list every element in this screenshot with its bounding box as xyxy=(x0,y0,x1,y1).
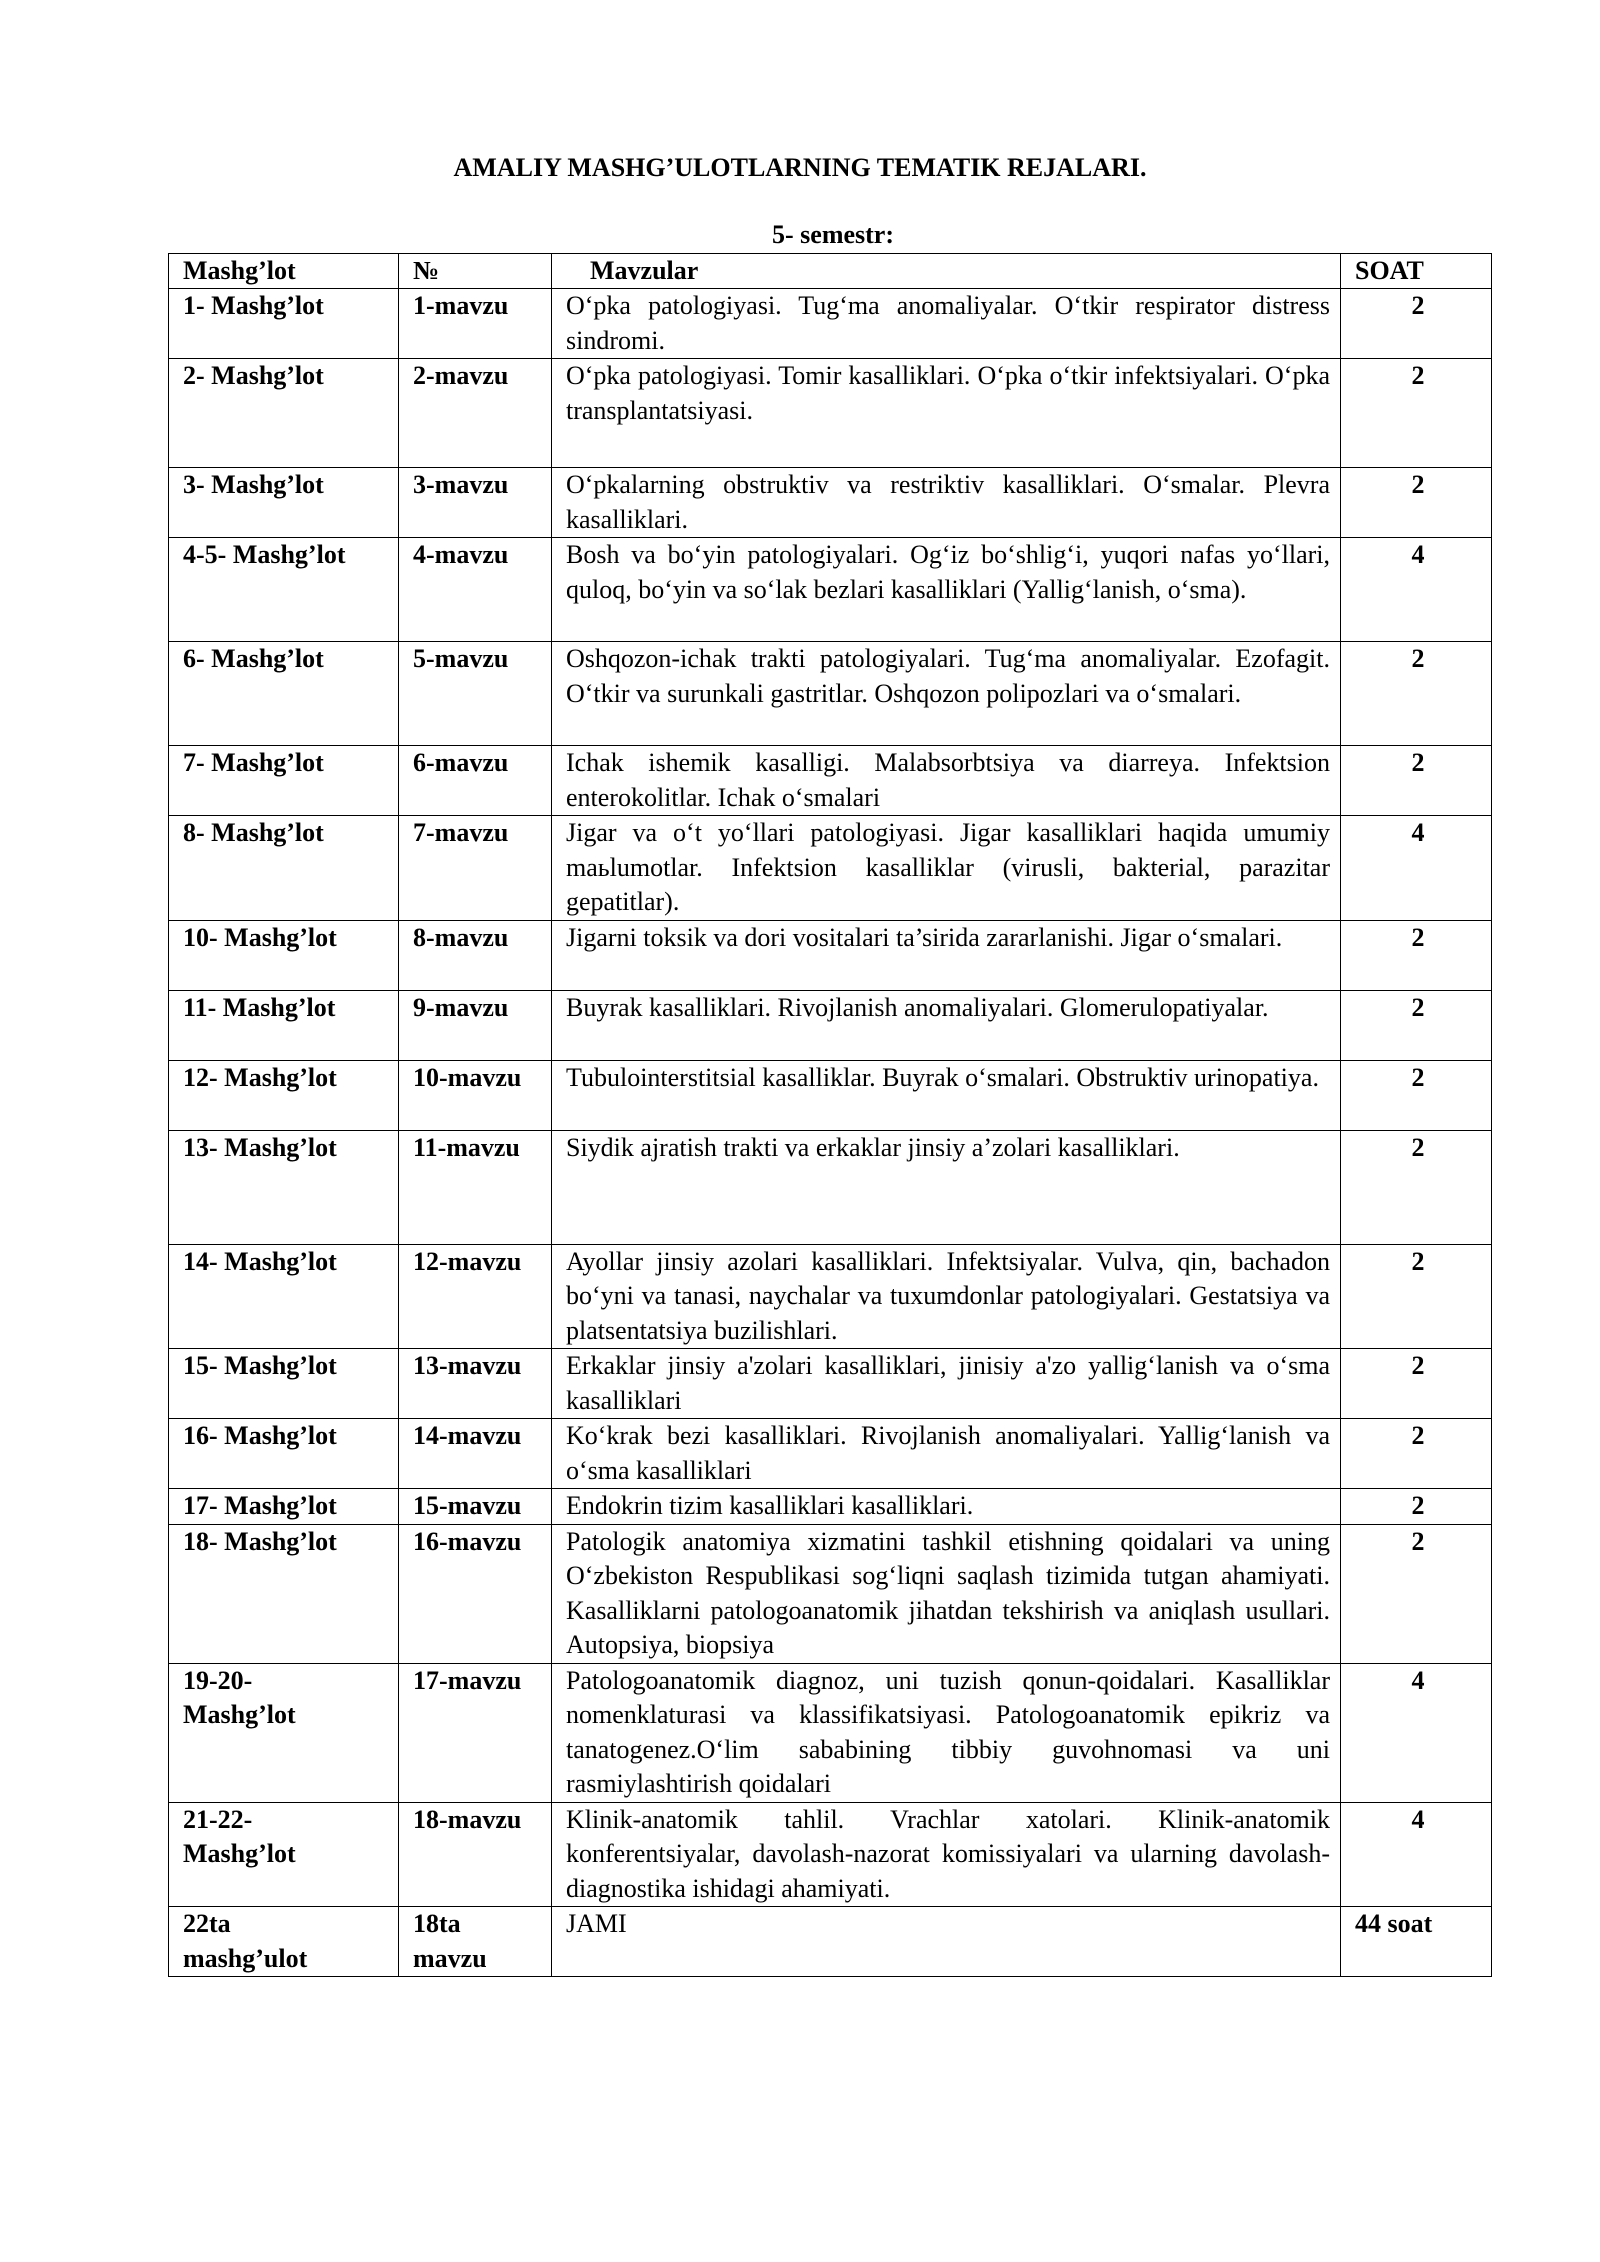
hours-cell: 2 xyxy=(1341,468,1492,538)
theme-cell: Tubulointerstitsial kasalliklar. Buyrak o‘smalari. Obstruktiv urinopatiya. xyxy=(552,1060,1341,1130)
hours-cell: 2 xyxy=(1341,642,1492,746)
theme-cell: Patologik anatomiya xizmatini tashkil etishning qoidalari va uning O‘zbekiston Respublikasi sog‘liqni saqlash tizimida tutgan ahamiyati. Kasalliklarni patologoanatomik jihatdan tekshirish va aniqlash usullari. Autopsiya, biopsiya xyxy=(552,1524,1341,1663)
theme-cell: Erkaklar jinsiy a'zolari kasalliklari, jinisiy a'zo yallig‘lanish va o‘sma kasalliklari xyxy=(552,1349,1341,1419)
table-row xyxy=(169,1489,1492,1525)
lesson-cell: 1- Mashg’lot xyxy=(169,289,399,359)
total-label-cell: JAMI xyxy=(552,1907,1341,1977)
table-row xyxy=(169,1419,1492,1489)
topic-number-cell: 14-mavzu xyxy=(399,1419,552,1489)
topic-number-cell: 15-mavzu xyxy=(399,1489,552,1525)
total-lessons-cell xyxy=(169,1907,399,1977)
header-row xyxy=(169,254,1492,289)
lesson-cell: 18- Mashg’lot xyxy=(169,1524,399,1663)
lesson-cell: 6- Mashg’lot xyxy=(169,642,399,746)
theme-cell: Siydik ajratish trakti va erkaklar jinsiy a’zolari kasalliklari. xyxy=(552,1130,1341,1244)
lesson-cell xyxy=(169,1802,399,1907)
lesson-cell: 10- Mashg’lot xyxy=(169,920,399,990)
table-row xyxy=(169,1130,1492,1244)
header-topics: Mavzular xyxy=(552,254,1341,289)
total-topics-cell xyxy=(399,1907,552,1977)
hours-cell: 2 xyxy=(1341,1489,1492,1525)
table-row xyxy=(169,1663,1492,1802)
table-row xyxy=(169,990,1492,1060)
lesson-cell: 2- Mashg’lot xyxy=(169,359,399,468)
topic-number-cell: 9-mavzu xyxy=(399,990,552,1060)
lesson-line: 21-22- xyxy=(183,1804,253,1834)
total-lessons-line: 22ta xyxy=(183,1909,231,1938)
semester-heading: 5- semestr: xyxy=(772,220,894,249)
topic-number-cell: 18-mavzu xyxy=(399,1802,552,1907)
hours-cell: 2 xyxy=(1341,1060,1492,1130)
table-row xyxy=(169,642,1492,746)
theme-cell: Klinik-anatomik tahlil. Vrachlar xatolari. Klinik-anatomik konferentsiyalar, davolash-nazorat komissiyalari va ularning davolash- diagnostika ishidagi ahamiyati. xyxy=(552,1802,1341,1907)
hours-cell: 4 xyxy=(1341,816,1492,921)
lesson-line: Mashg’lot xyxy=(183,1839,296,1868)
topic-number-cell: 11-mavzu xyxy=(399,1130,552,1244)
hours-cell: 2 xyxy=(1341,1524,1492,1663)
hours-cell: 4 xyxy=(1341,1802,1492,1907)
topic-number-cell: 7-mavzu xyxy=(399,816,552,921)
hours-cell: 2 xyxy=(1341,990,1492,1060)
total-topics-line: mavzu xyxy=(413,1943,487,1973)
hours-cell: 2 xyxy=(1341,1130,1492,1244)
total-hours-cell: 44 soat xyxy=(1341,1907,1492,1977)
header-lesson: Mashg’lot xyxy=(169,254,399,289)
theme-cell: Ko‘krak bezi kasalliklari. Rivojlanish anomaliyalari. Yallig‘lanish va o‘sma kasalliklari xyxy=(552,1419,1341,1489)
table-body xyxy=(169,289,1492,1977)
hours-cell: 2 xyxy=(1341,920,1492,990)
hours-cell: 2 xyxy=(1341,359,1492,468)
lesson-cell: 15- Mashg’lot xyxy=(169,1349,399,1419)
topic-number-cell: 8-mavzu xyxy=(399,920,552,990)
topic-number-cell: 6-mavzu xyxy=(399,746,552,816)
lesson-line: Mashg’lot xyxy=(183,1700,296,1729)
total-lessons-line: mashg’ulot xyxy=(183,1943,308,1973)
topic-number-cell: 1-mavzu xyxy=(399,289,552,359)
topic-number-cell: 4-mavzu xyxy=(399,538,552,642)
topic-number-cell: 10-mavzu xyxy=(399,1060,552,1130)
table-row xyxy=(169,468,1492,538)
table-row xyxy=(169,920,1492,990)
header-hours: SOAT xyxy=(1341,254,1492,289)
thematic-plan-table xyxy=(168,253,1492,1977)
theme-cell: O‘pkalarning obstruktiv va restriktiv kasalliklari. O‘smalar. Plevra kasalliklari. xyxy=(552,468,1341,538)
lesson-cell: 4-5- Mashg’lot xyxy=(169,538,399,642)
topic-number-cell: 13-mavzu xyxy=(399,1349,552,1419)
theme-cell: Ayollar jinsiy azolari kasalliklari. Infektsiyalar. Vulva, qin, bachadon bo‘yni va tanasi, naychalar va tuxumdonlar patologiyalari. Gestatsiya va platsentatsiya buzilishlari. xyxy=(552,1244,1341,1349)
hours-cell: 4 xyxy=(1341,538,1492,642)
table-row xyxy=(169,816,1492,921)
topic-number-cell: 2-mavzu xyxy=(399,359,552,468)
theme-cell: Bosh va bo‘yin patologiyalari. Og‘iz bo‘shlig‘i, yuqori nafas yo‘llari, quloq, bo‘yin va so‘lak bezlari kasalliklari (Yallig‘lanish, o‘sma). xyxy=(552,538,1341,642)
table-row xyxy=(169,538,1492,642)
topic-number-cell: 17-mavzu xyxy=(399,1663,552,1802)
lesson-cell xyxy=(169,1663,399,1802)
topic-number-cell: 3-mavzu xyxy=(399,468,552,538)
hours-cell: 2 xyxy=(1341,289,1492,359)
theme-cell: O‘pka patologiyasi. Tug‘ma anomaliyalar. O‘tkir respirator distress sindromi. xyxy=(552,289,1341,359)
total-row xyxy=(169,1907,1492,1977)
table-row xyxy=(169,359,1492,468)
hours-cell: 4 xyxy=(1341,1663,1492,1802)
table-row xyxy=(169,1244,1492,1349)
lesson-cell: 17- Mashg’lot xyxy=(169,1489,399,1525)
theme-cell: Ichak ishemik kasalligi. Malabsorbtsiya va diarreya. Infektsion enterokolitlar. Ichak o‘smalari xyxy=(552,746,1341,816)
topic-number-cell: 16-mavzu xyxy=(399,1524,552,1663)
lesson-line: 19-20- xyxy=(183,1665,253,1695)
hours-cell: 2 xyxy=(1341,1349,1492,1419)
hours-cell: 2 xyxy=(1341,1419,1492,1489)
topic-number-cell: 12-mavzu xyxy=(399,1244,552,1349)
theme-cell: Jigar va o‘t yo‘llari patologiyasi. Jigar kasalliklari haqida umumiy maьlumotlar. Infektsion kasalliklar (virusli, bakterial, parazitar gepatitlar). xyxy=(552,816,1341,921)
lesson-cell: 3- Mashg’lot xyxy=(169,468,399,538)
theme-cell: Oshqozon-ichak trakti patologiyalari. Tug‘ma anomaliyalar. Ezofagit. O‘tkir va surunkali gastritlar. Oshqozon polipozlari va o‘smalari. xyxy=(552,642,1341,746)
total-topics-line: 18ta xyxy=(413,1909,461,1938)
theme-cell: O‘pka patologiyasi. Tomir kasalliklari. O‘pka o‘tkir infektsiyalari. O‘pka transplantatsiyasi. xyxy=(552,359,1341,468)
theme-cell: Endokrin tizim kasalliklari kasalliklari. xyxy=(552,1489,1341,1525)
hours-cell: 2 xyxy=(1341,1244,1492,1349)
lesson-cell: 12- Mashg’lot xyxy=(169,1060,399,1130)
table-row xyxy=(169,746,1492,816)
table-row xyxy=(169,289,1492,359)
theme-cell: Buyrak kasalliklari. Rivojlanish anomaliyalari. Glomerulopatiyalar. xyxy=(552,990,1341,1060)
topic-number-cell: 5-mavzu xyxy=(399,642,552,746)
header-number: № xyxy=(399,254,552,289)
theme-cell: Patologoanatomik diagnoz, uni tuzish qonun-qoidalari. Kasalliklar nomenklaturasi va klassifikatsiyasi. Patologoanatomik epikriz va tanatogenez.O‘lim sababining tibbiy guvohnomasi va uni rasmiylashtirish qoidalari xyxy=(552,1663,1341,1802)
table-row xyxy=(169,1349,1492,1419)
theme-cell: Jigarni toksik va dori vositalari ta’sirida zararlanishi. Jigar o‘smalari. xyxy=(552,920,1341,990)
lesson-cell: 14- Mashg’lot xyxy=(169,1244,399,1349)
document-title: AMALIY MASHG’ULOTLARNING TEMATIK REJALARI. xyxy=(453,153,1147,182)
table-row xyxy=(169,1802,1492,1907)
lesson-cell: 16- Mashg’lot xyxy=(169,1419,399,1489)
lesson-cell: 7- Mashg’lot xyxy=(169,746,399,816)
table-row xyxy=(169,1524,1492,1663)
hours-cell: 2 xyxy=(1341,746,1492,816)
lesson-cell: 8- Mashg’lot xyxy=(169,816,399,921)
lesson-cell: 13- Mashg’lot xyxy=(169,1130,399,1244)
lesson-cell: 11- Mashg’lot xyxy=(169,990,399,1060)
table-row xyxy=(169,1060,1492,1130)
